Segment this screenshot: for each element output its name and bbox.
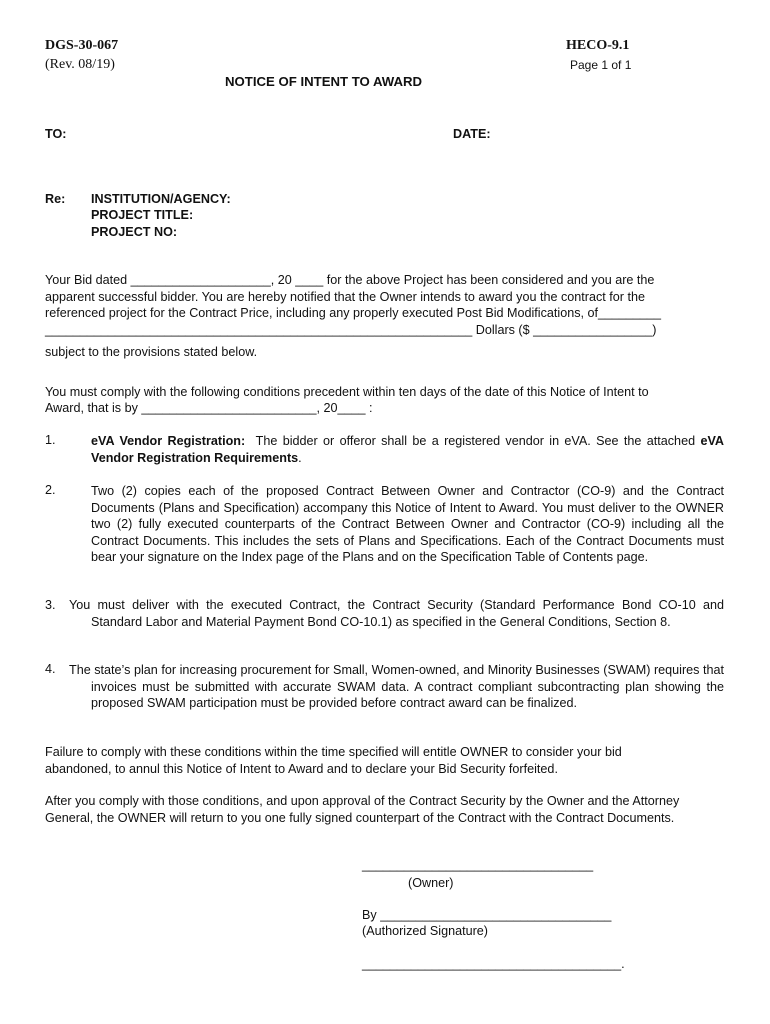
project-title-label: PROJECT TITLE: [91,208,194,222]
comply-line-2: Award, that is by _________________________, 20____ : [45,401,373,415]
after-paragraph: After you comply with those conditions, and upon approval of the Contract Security by the Owner and the Attorney General, the OWNER will return to you one fully signed counterpart of the Contract with the Contract Documents. [45,794,680,825]
failure-paragraph: Failure to comply with these conditions within the time specified will entitle OWNER to consider your bid abandoned, to annul this Notice of Intent to Award and to declare your Bid Security forfeited. [45,745,622,776]
condition-1-period: . [298,450,302,465]
bid-line-2: apparent successful bidder. You are hereby notified that the Owner intends to award you the contract for the [45,290,645,304]
evendor-heading: eVA Vendor Registration: [91,434,246,448]
bid-line-3: referenced project for the Contract Price, including any properly executed Post Bid Modifications, of_________ [45,306,662,320]
re-label: Re: [45,192,66,206]
condition-3-number: 3. [45,598,56,612]
condition-4-number: 4. [45,662,56,676]
bid-line-1: Your Bid dated ____________________, 20 ____ for the above Project has been considered and you are the [45,273,655,287]
document-title: NOTICE OF INTENT TO AWARD [225,74,423,89]
evendor-requirements: eVA Vendor Registration Requirements [91,434,725,465]
condition-2-number: 2. [45,483,56,497]
condition-2-text: Two (2) copies each of the proposed Contract Between Owner and Contractor (CO-9) and the Contract Documents (Plans and Specification) accompany this Notice of Intent to Award. You must deliver to the OWNER two (2) fully executed counterparts of the Contract Between Owner and Contractor (CO-9) including all the Contract Documents. This includes the sets of Plans and Specifications. Each of the Contract Documents must bear your signature on the Index page of the Plans and on the Specification Table of Contents page. [91,484,724,564]
institution-label: INSTITUTION/AGENCY: [91,192,231,206]
condition-1-body: The bidder or offeror shall be a registered vendor in eVA. See the attached [255,434,696,448]
project-number-label: PROJECT NO: [91,225,178,239]
condition-1-number: 1. [45,433,56,447]
bid-line-4: _____________________________________________________________ Dollars ($ _________________) [45,323,657,337]
to-label: TO: [45,127,67,141]
condition-3-text: You must deliver with the executed Contract, the Contract Security (Standard Performance Bond CO-10 and Standard Labor and Material Payment Bond CO-10.1) as specified in the General Conditions, Section 8. [69,598,724,629]
owner-label: (Owner) [408,876,454,890]
page-number: Page 1 of 1 [570,58,632,72]
form-number: DGS-30-067 [45,38,119,53]
owner-signature-line: _________________________________ [362,858,594,872]
bottom-signature-line: _____________________________________. [362,957,625,971]
revision-date: (Rev. 08/19) [45,57,115,72]
condition-1-text [91,433,724,466]
bid-line-5: subject to the provisions stated below. [45,345,258,359]
form-code: HECO-9.1 [566,38,630,53]
by-signature-line: By _________________________________ [362,908,612,922]
authorized-signature-label: (Authorized Signature) [362,924,489,938]
condition-4-text: The state’s plan for increasing procurement for Small, Women-owned, and Minority Businesses (SWAM) requires that invoices must be submitted with accurate SWAM data. A contract compliant subcontracting plan showing the proposed SWAM participation must be provided before contract award can be finalized. [69,663,724,710]
comply-line-1: You must comply with the following conditions precedent within ten days of the date of this Notice of Intent to [45,385,649,399]
date-label: DATE: [453,127,491,141]
